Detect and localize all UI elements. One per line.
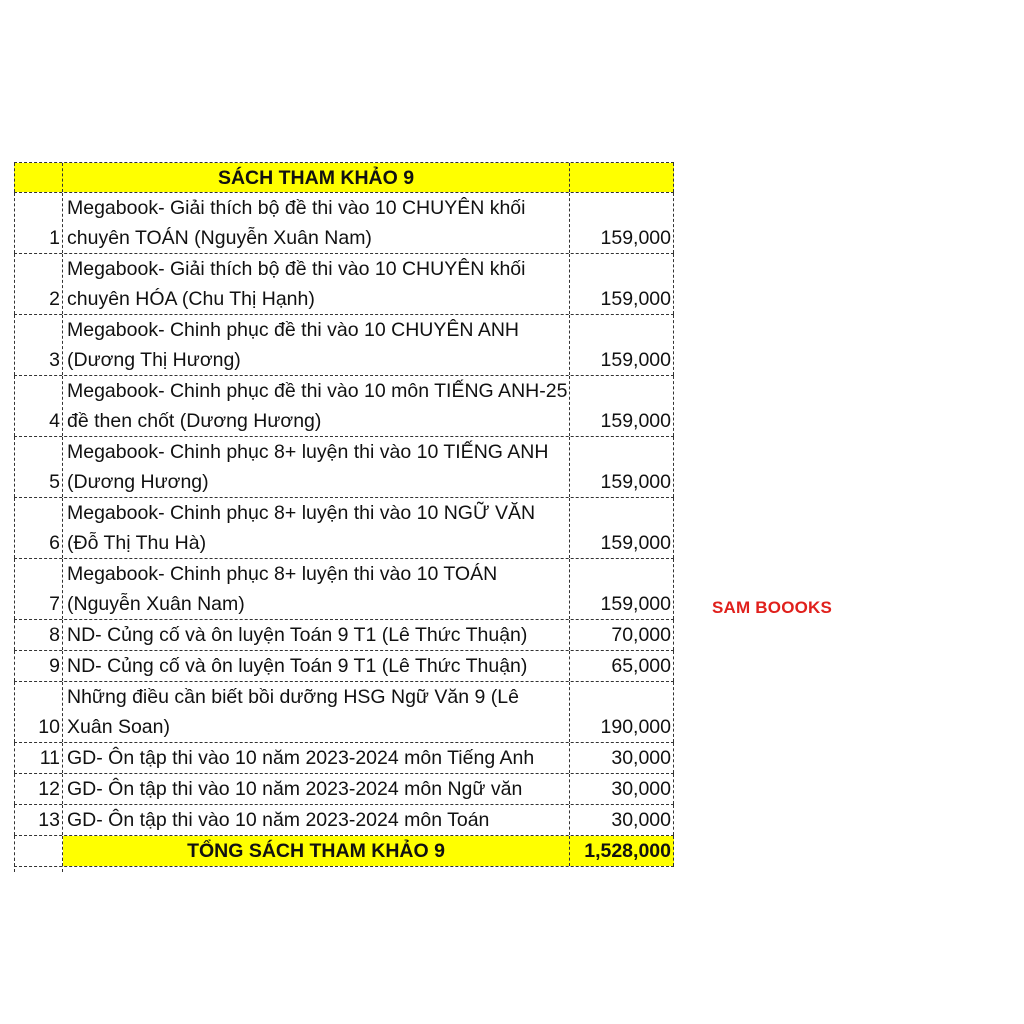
row-number: 8 [14,620,63,650]
row-number: 4 [14,376,63,436]
book-title: Megabook- Chinh phục 8+ luyện thi vào 10 NGỮ VĂN (Đỗ Thị Thu Hà) [63,498,570,558]
row-number: 7 [14,559,63,619]
book-price: 159,000 [570,193,674,253]
table-row [14,774,674,805]
table-title-row [14,162,674,193]
table-row [14,620,674,651]
row-number: 6 [14,498,63,558]
table-tail-gridlines [14,858,674,872]
title-price-cell [570,163,674,192]
table-row [14,498,674,559]
table-row [14,376,674,437]
row-number: 11 [14,743,63,773]
book-price: 159,000 [570,498,674,558]
total-label: TỔNG SÁCH THAM KHẢO 9 [63,836,570,866]
book-title: GD- Ôn tập thi vào 10 năm 2023-2024 môn Tiếng Anh [63,743,570,773]
row-number: 9 [14,651,63,681]
book-title: Megabook- Giải thích bộ đề thi vào 10 CHUYÊN khối chuyên TOÁN (Nguyễn Xuân Nam) [63,193,570,253]
book-title: ND- Củng cố và ôn luyện Toán 9 T1 (Lê Thức Thuận) [63,651,570,681]
gridline [14,858,15,872]
book-price: 70,000 [570,620,674,650]
book-title: Megabook- Chinh phục đề thi vào 10 môn TIẾNG ANH-25 đề then chốt (Dương Hương) [63,376,570,436]
table-row [14,682,674,743]
book-title: ND- Củng cố và ôn luyện Toán 9 T1 (Lê Thức Thuận) [63,620,570,650]
book-price: 159,000 [570,559,674,619]
book-price: 65,000 [570,651,674,681]
book-price: 30,000 [570,774,674,804]
row-number: 13 [14,805,63,835]
table-row [14,743,674,774]
title-no-cell [14,163,63,192]
table-title: SÁCH THAM KHẢO 9 [63,163,570,192]
book-price: 159,000 [570,254,674,314]
book-price: 190,000 [570,682,674,742]
table-row [14,315,674,376]
row-number: 2 [14,254,63,314]
row-number: 3 [14,315,63,375]
book-price: 159,000 [570,437,674,497]
brand-label: SAM BOOOKS [712,598,833,617]
table-row [14,193,674,254]
book-price: 159,000 [570,315,674,375]
book-title: Megabook- Giải thích bộ đề thi vào 10 CHUYÊN khối chuyên HÓA (Chu Thị Hạnh) [63,254,570,314]
row-number: 12 [14,774,63,804]
total-value: 1,528,000 [570,836,674,866]
row-number: 5 [14,437,63,497]
table-row [14,254,674,315]
book-price-table [14,162,674,867]
book-title: Megabook- Chinh phục 8+ luyện thi vào 10 TIẾNG ANH (Dương Hương) [63,437,570,497]
row-number: 10 [14,682,63,742]
table-row [14,437,674,498]
table-row [14,805,674,836]
book-title: Megabook- Chinh phục 8+ luyện thi vào 10 TOÁN (Nguyễn Xuân Nam) [63,559,570,619]
book-price: 159,000 [570,376,674,436]
book-price: 30,000 [570,805,674,835]
row-number: 1 [14,193,63,253]
book-title: GD- Ôn tập thi vào 10 năm 2023-2024 môn Toán [63,805,570,835]
book-title: Megabook- Chinh phục đề thi vào 10 CHUYÊN ANH (Dương Thị Hương) [63,315,570,375]
book-price: 30,000 [570,743,674,773]
book-title: Những điều cần biết bồi dưỡng HSG Ngữ Văn 9 (Lê Xuân Soan) [63,682,570,742]
table-row [14,651,674,682]
gridline [62,858,63,872]
table-row [14,559,674,620]
book-title: GD- Ôn tập thi vào 10 năm 2023-2024 môn Ngữ văn [63,774,570,804]
